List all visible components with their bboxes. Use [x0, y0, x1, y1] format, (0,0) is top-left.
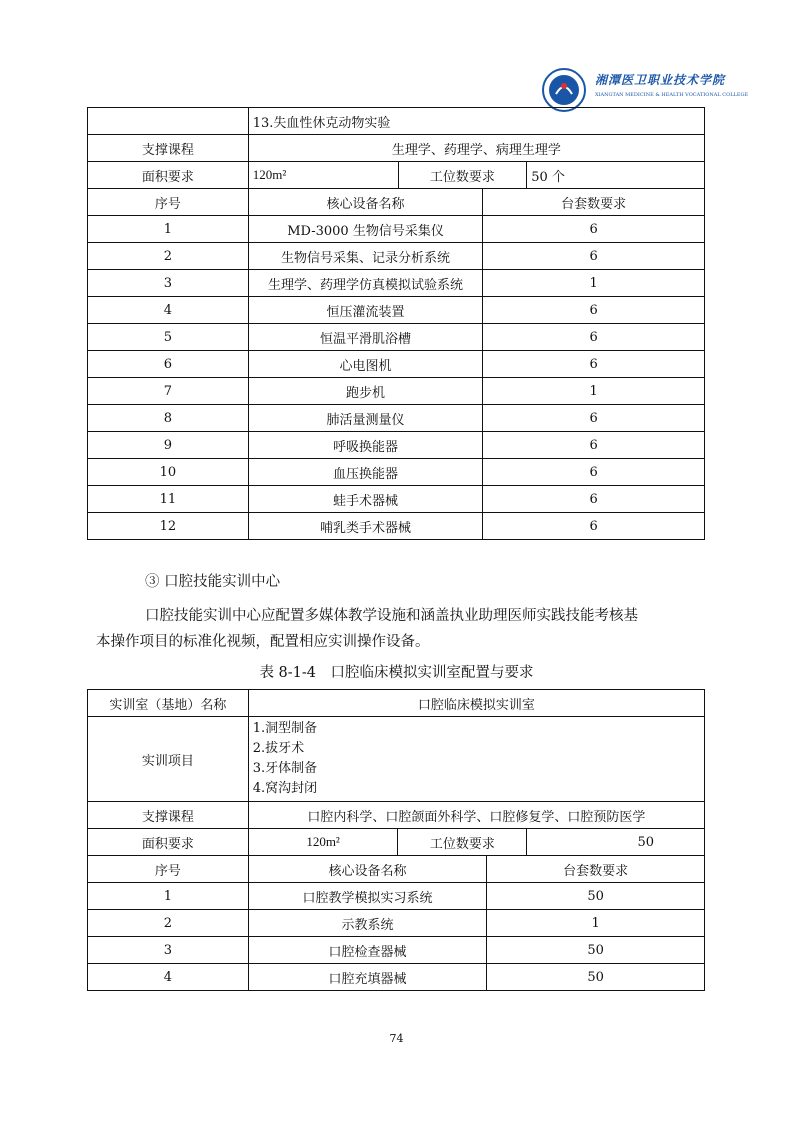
- page-number: 74: [389, 1032, 404, 1045]
- device-name: 血压换能器: [248, 459, 483, 486]
- row-number: 8: [88, 405, 249, 432]
- row-number: 1: [88, 883, 249, 910]
- row-number: 12: [88, 513, 249, 540]
- section-heading: ③ 口腔技能实训中心: [145, 574, 281, 590]
- area-value: 120m²: [248, 162, 398, 189]
- device-quantity: 6: [483, 513, 705, 540]
- training-items: [248, 717, 704, 802]
- device-quantity: 50: [487, 937, 705, 964]
- row-number: 3: [88, 270, 249, 297]
- station-label: 工位数要求: [398, 829, 527, 856]
- table-row: [88, 964, 705, 991]
- row-number: 4: [88, 964, 249, 991]
- station-label: 工位数要求: [398, 162, 527, 189]
- col-header-no: 序号: [88, 189, 249, 216]
- equipment-table-shock: [87, 107, 705, 540]
- area-value: 120m²: [248, 829, 398, 856]
- room-value: 口腔临床模拟实训室: [248, 690, 704, 717]
- training-item: 1.洞型制备: [252, 721, 318, 736]
- device-quantity: 50: [487, 964, 705, 991]
- row-number: 5: [88, 324, 249, 351]
- room-label: 实训室（基地）名称: [88, 690, 249, 717]
- device-quantity: 6: [483, 243, 705, 270]
- device-name: 心电图机: [248, 351, 483, 378]
- device-quantity: 6: [483, 432, 705, 459]
- row-number: 4: [88, 297, 249, 324]
- table-row: [88, 937, 705, 964]
- table-row: [88, 513, 705, 540]
- training-item: 4.窝沟封闭: [252, 781, 318, 796]
- device-quantity: 1: [483, 378, 705, 405]
- table-row: [88, 459, 705, 486]
- device-quantity: 6: [483, 459, 705, 486]
- section-paragraph-line2: 本操作项目的标准化视频，配置相应实训操作设备。: [96, 634, 430, 650]
- device-quantity: 6: [483, 297, 705, 324]
- table-row: [88, 270, 705, 297]
- row-number: 10: [88, 459, 249, 486]
- device-name: 恒压灌流装置: [248, 297, 483, 324]
- col-header-device: 核心设备名称: [248, 856, 487, 883]
- training-item: 2.拔牙术: [252, 741, 305, 756]
- equipment-table-oral: [87, 689, 705, 991]
- device-name: MD-3000 生物信号采集仪: [248, 216, 483, 243]
- section-paragraph-line1: 口腔技能实训中心应配置多媒体教学设施和涵盖执业助理医师实践技能考核基: [145, 608, 638, 624]
- device-quantity: 6: [483, 486, 705, 513]
- row-number: 11: [88, 486, 249, 513]
- table-row: [88, 910, 705, 937]
- table-row: [88, 216, 705, 243]
- course-value: 生理学、药理学、病理生理学: [248, 135, 704, 162]
- device-quantity: 50: [487, 883, 705, 910]
- table-row: [88, 297, 705, 324]
- device-name: 跑步机: [248, 378, 483, 405]
- course-label: 支撑课程: [88, 802, 249, 829]
- col-header-qty: 台套数要求: [487, 856, 705, 883]
- device-quantity: 6: [483, 324, 705, 351]
- station-value: 50 个: [527, 162, 705, 189]
- table-row: [88, 405, 705, 432]
- row-number: 6: [88, 351, 249, 378]
- device-name: 口腔教学模拟实习系统: [248, 883, 487, 910]
- col-header-device: 核心设备名称: [248, 189, 483, 216]
- device-name: 哺乳类手术器械: [248, 513, 483, 540]
- course-label: 支撑课程: [88, 135, 249, 162]
- col-header-qty: 台套数要求: [483, 189, 705, 216]
- device-quantity: 6: [483, 405, 705, 432]
- row-number: 3: [88, 937, 249, 964]
- table-row: [88, 486, 705, 513]
- device-name: 生物信号采集、记录分析系统: [248, 243, 483, 270]
- table-row: [88, 883, 705, 910]
- items-label: 实训项目: [88, 717, 249, 802]
- college-name-en: XIANGTAN MEDICINE & HEALTH VOCATIONAL COLLEGE: [595, 92, 749, 98]
- row-number: 9: [88, 432, 249, 459]
- project-item: 13.失血性休克动物实验: [248, 108, 704, 135]
- device-quantity: 1: [483, 270, 705, 297]
- row-number: 7: [88, 378, 249, 405]
- device-quantity: 6: [483, 351, 705, 378]
- station-value: 50: [527, 829, 705, 856]
- device-name: 肺活量测量仪: [248, 405, 483, 432]
- row-number: 2: [88, 243, 249, 270]
- row-number: 2: [88, 910, 249, 937]
- device-name: 蛙手术器械: [248, 486, 483, 513]
- device-name: 示教系统: [248, 910, 487, 937]
- device-name: 口腔检查器械: [248, 937, 487, 964]
- table-row: [88, 243, 705, 270]
- device-quantity: 1: [487, 910, 705, 937]
- area-label: 面积要求: [88, 829, 249, 856]
- device-name: 恒温平滑肌浴槽: [248, 324, 483, 351]
- row-number: 1: [88, 216, 249, 243]
- table-row: [88, 324, 705, 351]
- table-row: [88, 378, 705, 405]
- device-name: 生理学、药理学仿真模拟试验系统: [248, 270, 483, 297]
- device-name: 呼吸换能器: [248, 432, 483, 459]
- course-value: 口腔内科学、口腔颌面外科学、口腔修复学、口腔预防医学: [248, 802, 704, 829]
- table-row: [88, 432, 705, 459]
- col-header-no: 序号: [88, 856, 249, 883]
- table-caption: 表 8-1-4 口腔临床模拟实训室配置与要求: [259, 665, 534, 681]
- device-name: 口腔充填器械: [248, 964, 487, 991]
- college-name-cn: 湘潭医卫职业技术学院: [595, 73, 726, 87]
- device-quantity: 6: [483, 216, 705, 243]
- table-row: [88, 351, 705, 378]
- area-label: 面积要求: [88, 162, 249, 189]
- training-item: 3.牙体制备: [252, 761, 318, 776]
